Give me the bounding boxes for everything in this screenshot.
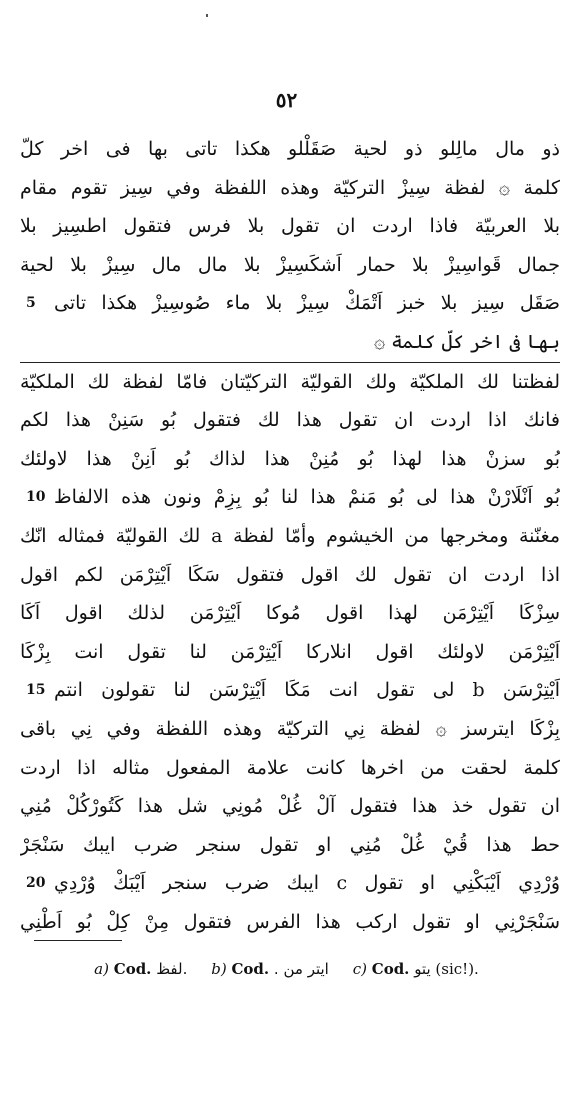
text-line: بِزْكَا ايترسز ۞ لفظة نِي التركيّة وهذه اللفظة وفي نِي باقى	[20, 717, 560, 740]
footnote-b: b) Cod. . ايتر من	[211, 960, 329, 978]
text-line: اَيْتِرْسَن b لى تقول انت مَكَا اَيْتِرْسَن لنا تقولون انتم 15	[20, 671, 560, 710]
text-line: ذو مال مالِلو ذو لحية صَقَلْلو هكذا تاتى بها فى اخر كلّ	[20, 138, 560, 160]
text-line: مغنّنة ومخرجها من الخيشوم وأمّا لفظة a لك القوليّة فمثاله انّك	[20, 524, 560, 547]
text-line: كلمة ۞ لفظة سِيزْ التركيّة وهذه اللفظة وفي سِيز تقوم مقام	[20, 176, 560, 199]
page-number: ٥٢	[275, 88, 298, 112]
line-number: 20	[26, 875, 46, 892]
text-line: بلا العربيّة فاذا اردت ان تقول بلا فرس فتقول اطسِيز بلا	[20, 215, 560, 238]
text-line: سَنْجَرْنِي او تقول اركب هذا الفرس فتقول مِنْ كِلْ بُو اَطْنِي	[20, 910, 560, 933]
text-line: جمال قَواسِيزْ بلا حمار اَشكَسِيزْ بلا مال مال سِيزْ بلا لحية	[20, 253, 560, 276]
text-line: حط هذا قُيْ غُلْ مُنِي او تقول سنجر ضرب ايبك سَنْجَرْ	[20, 833, 560, 856]
text-line: ان تقول خذ هذا فتقول آلْ غُلْ مُونِي شل هذا كَتُورْكُلْ مُنِي	[20, 795, 560, 818]
footnote-divider	[34, 940, 122, 941]
text-line: اَيْتِرْمَن لاولئك اقول انلاركا اَيْتِرْمَن لنا تقول انت بِزْكَا	[20, 640, 560, 663]
text-line: بُو سزنْ هذا لهذا بُو مُنِنْ هذا لذاك بُو اَنِنْ هذا لاولئك	[20, 447, 560, 470]
text-line: بُو اَنْلَارْنْ هذا لى بُو مَنمْ هذا لنا بُو بِزِمْ ونون هذه الالفاظ 10	[20, 478, 560, 517]
text-line: سِزْكَا اَيْتِرْمَن لهذا اقول مُوكا اَيْتِرْمَن لذلك اقول اَكَا	[20, 602, 560, 625]
text-line: فانك اذا اردت ان تقول هذا لك فتقول بُو سَنِنْ هذا لكم	[20, 409, 560, 432]
line-number: 15	[26, 682, 46, 699]
line-number: 10	[26, 489, 46, 506]
text-line: وُرْدِي اَيْبَكْنِي او تقول c ايبك ضرب سنجر اَيْبَكْ وُرْدِي 20	[20, 864, 560, 903]
main-text	[20, 130, 560, 941]
line-number: 5	[26, 295, 36, 312]
ink-speck	[206, 14, 208, 17]
text-line: لفظتنا لك الملكيّة ولك القوليّة التركيّتان فامّا لفظة لك الملكيّة	[20, 370, 560, 393]
footnotes	[0, 960, 573, 978]
footnote-c: c) Cod. يتو (sic!).	[352, 960, 479, 978]
footnote-a: a) Cod. لفظ.	[94, 960, 188, 978]
text-line: بها فى اخر كلّ كلمة ۞	[20, 323, 560, 363]
text-line: كلمة لحقت من اخرها كانت علامة المفعول مثاله اذا اردت	[20, 756, 560, 779]
text-line: صَقَل سِيز بلا خبز اَتْمَكْ سِيزْ بلا ماء صُوسِيزْ هكذا تاتى 5	[20, 284, 560, 323]
text-line: اذا اردت ان تقول لك اقول فتقول سَكَا اَيْتِرْمَن لكم اقول	[20, 563, 560, 586]
